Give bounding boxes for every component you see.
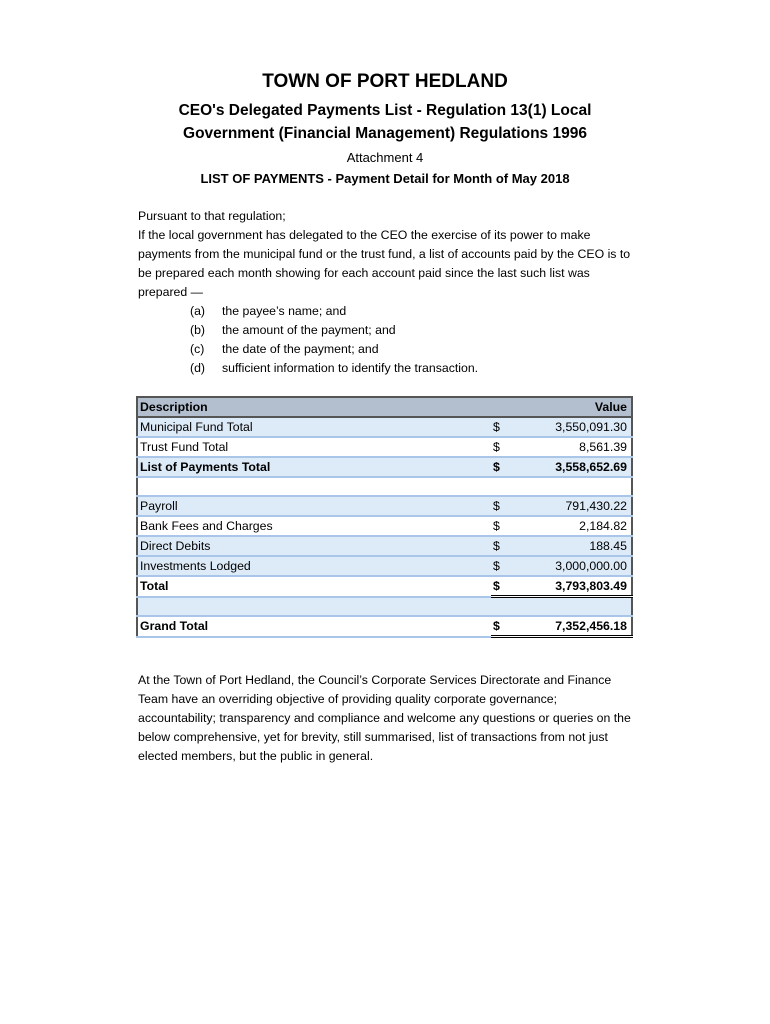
spacer-cell [137, 597, 491, 617]
item-text: the amount of the payment; and [222, 323, 396, 337]
spacer-cell [491, 597, 515, 617]
row-value: 3,000,000.00 [515, 556, 632, 576]
item-label: (a) [190, 304, 206, 318]
spacer-cell [491, 477, 515, 496]
intro-body: If the local government has delegated to the CEO the exercise of its power to make payments from the municipal fund or the trust fund, a list of accounts paid by the CEO is to be prepared each month showing for each account paid since the last such list was prepared — [138, 228, 631, 299]
table-row [137, 417, 632, 437]
row-description: Payroll [137, 496, 491, 516]
row-currency: $ [491, 457, 515, 477]
table-row [137, 457, 632, 477]
row-currency: $ [491, 556, 515, 576]
payments-table [136, 396, 633, 638]
subtitle-line-2: Government (Financial Management) Regulations 1996 [183, 125, 587, 142]
row-description: Investments Lodged [137, 556, 491, 576]
total-row [137, 576, 632, 597]
item-text: the payee’s name; and [222, 304, 347, 318]
table-row [137, 516, 632, 536]
header-spacer [491, 397, 515, 417]
item-label: (c) [190, 342, 205, 356]
item-label: (d) [190, 361, 206, 375]
spacer-cell [137, 477, 491, 496]
row-value: 8,561.39 [515, 437, 632, 457]
table-row [137, 496, 632, 516]
table-row [137, 437, 632, 457]
list-item [190, 340, 478, 359]
grand-total-row [137, 616, 632, 637]
closing-paragraph: At the Town of Port Hedland, the Council’s Corporate Services Directorate and Finance Team have an overriding objective of providing quality corporate governance; accountability; transparency and compliance and welcome any questions or queries on the below comprehensive, yet for brevity, still summarised, list of transactions from not just elected members, but the public in general. [138, 673, 631, 763]
header-description: Description [137, 397, 491, 417]
row-description: Direct Debits [137, 536, 491, 556]
row-description: Bank Fees and Charges [137, 516, 491, 536]
row-description: Total [137, 576, 491, 597]
row-description: Municipal Fund Total [137, 417, 491, 437]
item-text: the date of the payment; and [222, 342, 379, 356]
row-value: 3,558,652.69 [515, 457, 632, 477]
row-description: List of Payments Total [137, 457, 491, 477]
subtitle-line-1: CEO's Delegated Payments List - Regulation 13(1) Local [178, 102, 592, 119]
row-description: Grand Total [137, 616, 491, 637]
document-subtitle [0, 99, 770, 145]
row-currency: $ [491, 516, 515, 536]
row-description: Trust Fund Total [137, 437, 491, 457]
attachment-label: Attachment 4 [346, 150, 424, 165]
row-value: 7,352,456.18 [515, 616, 632, 637]
row-currency: $ [491, 616, 515, 637]
row-currency: $ [491, 576, 515, 597]
row-value: 188.45 [515, 536, 632, 556]
list-item [190, 359, 478, 378]
item-label: (b) [190, 323, 206, 337]
row-currency: $ [491, 437, 515, 457]
table-header [137, 397, 632, 417]
document-title: TOWN OF PORT HEDLAND [262, 71, 508, 92]
spacer-cell [515, 477, 632, 496]
row-value: 3,550,091.30 [515, 417, 632, 437]
row-value: 2,184.82 [515, 516, 632, 536]
spacer-cell [515, 597, 632, 617]
row-value: 791,430.22 [515, 496, 632, 516]
intro-line: Pursuant to that regulation; [138, 209, 286, 223]
row-value: 3,793,803.49 [515, 576, 632, 597]
row-currency: $ [491, 536, 515, 556]
requirements-list [190, 302, 478, 378]
header-value: Value [515, 397, 632, 417]
row-currency: $ [491, 417, 515, 437]
table-row [137, 556, 632, 576]
table-row [137, 536, 632, 556]
list-item [190, 321, 478, 340]
list-title: LIST OF PAYMENTS - Payment Detail for Month of May 2018 [200, 171, 570, 186]
row-currency: $ [491, 496, 515, 516]
spacer-row [137, 597, 632, 617]
item-text: sufficient information to identify the transaction. [222, 361, 479, 375]
list-item [190, 302, 478, 321]
spacer-row [137, 477, 632, 496]
